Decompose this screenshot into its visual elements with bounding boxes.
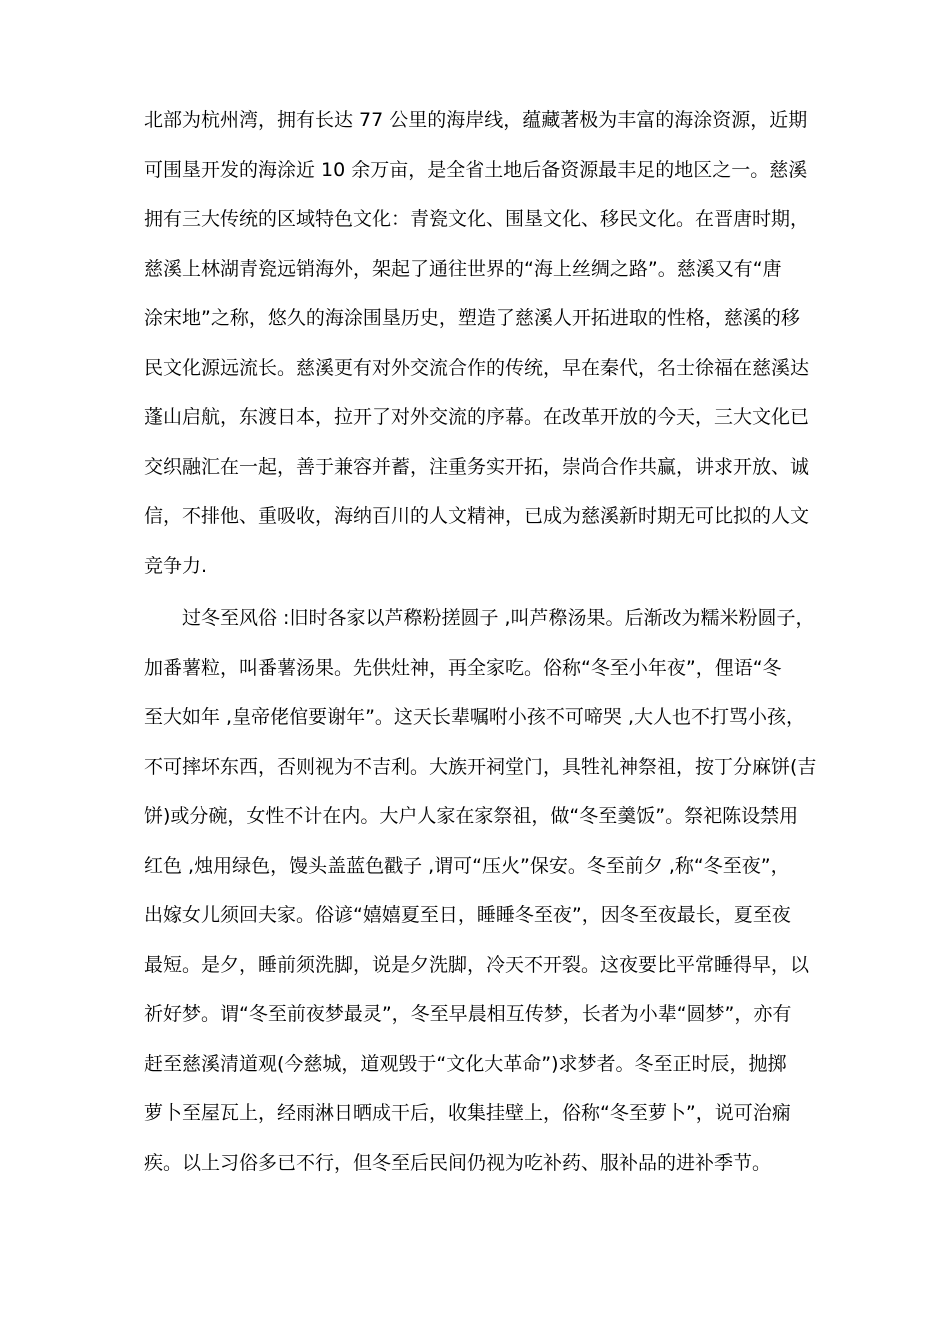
text-line: 赶至慈溪清道观(今慈城，道观毁于“文化大革命”)求梦者。冬至正时辰，抛掷 — [144, 1052, 787, 1075]
text-line: 红色 ,烛用绿色，馒头盖蓝色戳子 ,谓可“压火”保安。冬至前夕 ,称“冬至夜”， — [144, 854, 790, 877]
text-line: 交织融汇在一起，善于兼容并蓄，注重务实开拓，崇尚合作共赢，讲求开放、诚 — [144, 455, 810, 478]
text-line: 蓬山启航，东渡日本，拉开了对外交流的序幕。在改革开放的今天，三大文化已 — [144, 406, 810, 428]
text-line: 竞争力. — [144, 554, 208, 577]
text-line: 慈溪上林湖青瓷远销海外，架起了通往世界的“海上丝绸之路”。慈溪又有“唐 — [144, 257, 782, 280]
text-line: 信，不排他、重吸收，海纳百川的人文精神，已成为慈溪新时期无可比拟的人文 — [144, 505, 810, 527]
text-line: 过冬至风俗 :旧时各家以芦穄粉搓圆子 ,叫芦穄汤果。后渐改为糯米粉圆子， — [182, 607, 815, 629]
text-line: 民文化源远流长。慈溪更有对外交流合作的传统，早在秦代，名士徐福在慈溪达 — [144, 356, 810, 379]
text-line: 祈好梦。谓“冬至前夜梦最灵”，冬至早晨相互传梦，长者为小辈“圆梦”，亦有 — [144, 1003, 792, 1025]
text-line: 北部为杭州湾，拥有长达 77 公里的海岸线，蕴藏著极为丰富的海涂资源，近期 — [144, 109, 808, 131]
paragraph-cixi-culture — [144, 96, 824, 591]
text-line: 疾。以上习俗多已不行，但冬至后民间仍视为吃补药、服补品的进补季节。 — [144, 1151, 772, 1174]
text-line: 可围垦开发的海涂近 10 余万亩，是全省土地后备资源最丰足的地区之一。慈溪 — [144, 158, 808, 181]
text-line: 最短。是夕，睡前须洗脚，说是夕洗脚，冷天不开裂。这夜要比平常睡得早，以 — [144, 953, 810, 976]
text-line: 出嫁女儿须回夫家。俗谚“嬉嬉夏至日，睡睡冬至夜”，因冬至夜最长，夏至夜 — [144, 904, 791, 926]
text-line: 至大如年 ,皇帝佬倌要谢年”。这天长辈嘱咐小孩不可啼哭 ,大人也不打骂小孩， — [144, 706, 806, 728]
text-line: 不可摔坏东西，否则视为不吉利。大族开祠堂门，具牲礼神祭祖，按丁分麻饼(吉 — [144, 755, 817, 778]
text-line: 加番薯粒，叫番薯汤果。先供灶神，再全家吃。俗称“冬至小年夜”，俚语“冬 — [144, 656, 782, 679]
text-line: 饼)或分碗，女性不计在内。大户人家在家祭祖，做“冬至羹饭”。祭祀陈设禁用 — [144, 805, 799, 827]
text-line: 拥有三大传统的区域特色文化：青瓷文化、围垦文化、移民文化。在晋唐时期， — [144, 208, 810, 230]
paragraph-winter-solstice-customs — [144, 594, 824, 1188]
text-line: 涂宋地”之称，悠久的海涂围垦历史，塑造了慈溪人开拓进取的性格，慈溪的移 — [144, 307, 800, 329]
text-line: 萝卜至屋瓦上，经雨淋日晒成干后，收集挂壁上，俗称“冬至萝卜”，说可治痫 — [144, 1102, 791, 1124]
